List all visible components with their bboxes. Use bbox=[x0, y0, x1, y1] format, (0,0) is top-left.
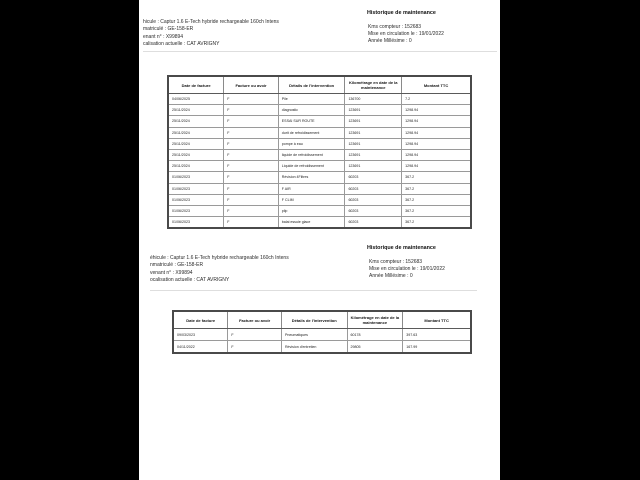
column-header: Détails de l'intervention bbox=[281, 311, 347, 329]
vehicle-info-block bbox=[143, 19, 279, 49]
table-cell: 136700 bbox=[345, 94, 402, 105]
vehicle-tenant-line: venant n° : X99894 bbox=[150, 269, 193, 276]
table-row bbox=[168, 149, 471, 160]
vehicle-plate-line: nmatriculé : GE-158-ER bbox=[150, 262, 204, 269]
column-header: Montant TTC bbox=[402, 76, 471, 94]
table-cell: F bbox=[224, 138, 279, 149]
table-cell: F bbox=[224, 205, 279, 216]
table-cell: F bbox=[224, 149, 279, 160]
vehicle-location-line: calisation actuelle : CAT AVRIGNY bbox=[143, 41, 220, 48]
vehicle-tenant-line: enant n° : X99894 bbox=[143, 33, 184, 40]
table-cell: Révision d'entretien bbox=[281, 341, 347, 354]
table-cell: 1298.94 bbox=[402, 105, 471, 116]
table-cell: 60178 bbox=[347, 329, 403, 341]
table-cell: 167.99 bbox=[403, 341, 471, 354]
table-cell: F bbox=[224, 116, 279, 127]
table-row bbox=[173, 329, 471, 341]
table-cell: 25/11/2024 bbox=[168, 127, 224, 138]
table-cell: 04/06/2025 bbox=[168, 94, 224, 105]
vehicle-model-line: hicule : Captur 1.6 E-Tech hybride rechargeable 160ch Intens bbox=[143, 19, 279, 25]
table-cell: F bbox=[228, 341, 282, 354]
table-cell: balai essuie glace bbox=[278, 217, 345, 229]
maintenance-info-block bbox=[368, 24, 444, 45]
table-cell: Pneumatiques bbox=[281, 329, 347, 341]
table-cell: 60203 bbox=[345, 172, 402, 183]
table-cell: 60203 bbox=[345, 183, 402, 194]
column-header: Détails de l'intervention bbox=[278, 76, 345, 94]
table-cell: 1298.94 bbox=[402, 127, 471, 138]
table-row bbox=[168, 217, 471, 229]
column-header: Facture ou avoir bbox=[228, 311, 282, 329]
table-cell: 25/11/2024 bbox=[168, 149, 224, 160]
table-cell: 1298.94 bbox=[402, 138, 471, 149]
table-cell: 397.63 bbox=[403, 329, 471, 341]
table-cell: 60203 bbox=[345, 205, 402, 216]
table-cell: Pile bbox=[278, 94, 345, 105]
table-cell: 367.2 bbox=[402, 217, 471, 229]
table-cell: 1298.94 bbox=[402, 149, 471, 160]
table-cell: ESSAI SUR ROUTE bbox=[278, 116, 345, 127]
maintenance-history-title: Historique de maintenance bbox=[367, 10, 436, 16]
column-header: Kilométrage en date de la maintenance bbox=[347, 311, 403, 329]
vehicle-model-line: éhicule : Captur 1.6 E-Tech hybride rechargeable 160ch Intens bbox=[150, 255, 289, 261]
table-row bbox=[168, 127, 471, 138]
table-cell: F AIR bbox=[278, 183, 345, 194]
table-cell: 367.2 bbox=[402, 194, 471, 205]
table-cell: 09/03/2023 bbox=[173, 329, 228, 341]
table-cell: diagnostic bbox=[278, 105, 345, 116]
table-header-row bbox=[173, 311, 471, 329]
maintenance-table-1 bbox=[167, 75, 472, 229]
table-cell: F bbox=[224, 105, 279, 116]
table-cell: 1298.94 bbox=[402, 116, 471, 127]
circulation-date-line: Mise en circulation le : 19/01/2022 bbox=[369, 266, 445, 273]
table-cell: 01/06/2023 bbox=[168, 172, 224, 183]
table-cell: 01/06/2023 bbox=[168, 205, 224, 216]
column-header: Facture ou avoir bbox=[224, 76, 279, 94]
table-row bbox=[168, 94, 471, 105]
table-cell: 123691 bbox=[345, 161, 402, 172]
table-row bbox=[168, 116, 471, 127]
table-cell: 01/06/2023 bbox=[168, 183, 224, 194]
table-row bbox=[168, 105, 471, 116]
maintenance-history-title: Historique de maintenance bbox=[367, 245, 436, 251]
table-cell: F bbox=[224, 94, 279, 105]
table-header-row bbox=[168, 76, 471, 94]
millesime-line: Année Millésime : 0 bbox=[369, 273, 413, 280]
table-cell: 123691 bbox=[345, 149, 402, 160]
vehicle-location-line: ocalisation actuelle : CAT AVRIGNY bbox=[150, 277, 230, 284]
table-cell: 60203 bbox=[345, 194, 402, 205]
table-cell: 367.2 bbox=[402, 172, 471, 183]
table-cell: 60203 bbox=[345, 217, 402, 229]
table-cell: 04/11/2022 bbox=[173, 341, 228, 354]
table-cell: 25/11/2024 bbox=[168, 116, 224, 127]
vehicle-info-block bbox=[150, 255, 289, 285]
table-row bbox=[168, 194, 471, 205]
table-cell: pompe à eau bbox=[278, 138, 345, 149]
table-cell: Liquide de refroidissement bbox=[278, 161, 345, 172]
table-cell: 25/11/2024 bbox=[168, 105, 224, 116]
column-header: Kilométrage en date de la maintenance bbox=[345, 76, 402, 94]
section-divider bbox=[150, 290, 477, 291]
table-cell: F bbox=[224, 161, 279, 172]
table-cell: durit de refroidissement bbox=[278, 127, 345, 138]
table-cell: 29805 bbox=[347, 341, 403, 354]
table-cell: F bbox=[224, 183, 279, 194]
table-cell: 367.2 bbox=[402, 183, 471, 194]
table-cell: 01/06/2023 bbox=[168, 217, 224, 229]
maintenance-table-2 bbox=[172, 310, 472, 354]
table-row bbox=[168, 161, 471, 172]
table-cell: 367.2 bbox=[402, 205, 471, 216]
table-cell: plip bbox=[278, 205, 345, 216]
table-cell: F bbox=[224, 194, 279, 205]
millesime-line: Année Millésime : 0 bbox=[368, 38, 412, 45]
table-cell: 123691 bbox=[345, 116, 402, 127]
table-cell: 123691 bbox=[345, 105, 402, 116]
table-cell: 25/11/2024 bbox=[168, 138, 224, 149]
table-cell: 123691 bbox=[345, 127, 402, 138]
table-row bbox=[168, 183, 471, 194]
table-cell: 7.2 bbox=[402, 94, 471, 105]
table-cell: 25/11/2024 bbox=[168, 161, 224, 172]
table-cell: F bbox=[224, 217, 279, 229]
table-cell: 1298.94 bbox=[402, 161, 471, 172]
table-cell: Révision 4Filtres bbox=[278, 172, 345, 183]
table-cell: F bbox=[224, 172, 279, 183]
table-cell: F CLIM bbox=[278, 194, 345, 205]
table-row bbox=[168, 138, 471, 149]
table-cell: liquide de refroidissement bbox=[278, 149, 345, 160]
column-header: Montant TTC bbox=[403, 311, 471, 329]
column-header: Date de facture bbox=[173, 311, 228, 329]
vehicle-plate-line: matriculé : GE-158-ER bbox=[143, 26, 194, 33]
maintenance-info-block bbox=[369, 259, 445, 280]
table-cell: 123691 bbox=[345, 138, 402, 149]
kms-counter-line: Kms compteur : 152683 bbox=[369, 259, 423, 265]
table-row bbox=[173, 341, 471, 354]
table-row bbox=[168, 172, 471, 183]
section-divider bbox=[143, 51, 497, 52]
table-cell: 01/06/2023 bbox=[168, 194, 224, 205]
table-cell: F bbox=[228, 329, 282, 341]
circulation-date-line: Mise en circulation le : 19/01/2022 bbox=[368, 31, 444, 38]
pdf-page bbox=[139, 0, 500, 480]
column-header: Date de facture bbox=[168, 76, 224, 94]
kms-counter-line: Kms compteur : 152683 bbox=[368, 24, 422, 30]
table-cell: F bbox=[224, 127, 279, 138]
table-row bbox=[168, 205, 471, 216]
